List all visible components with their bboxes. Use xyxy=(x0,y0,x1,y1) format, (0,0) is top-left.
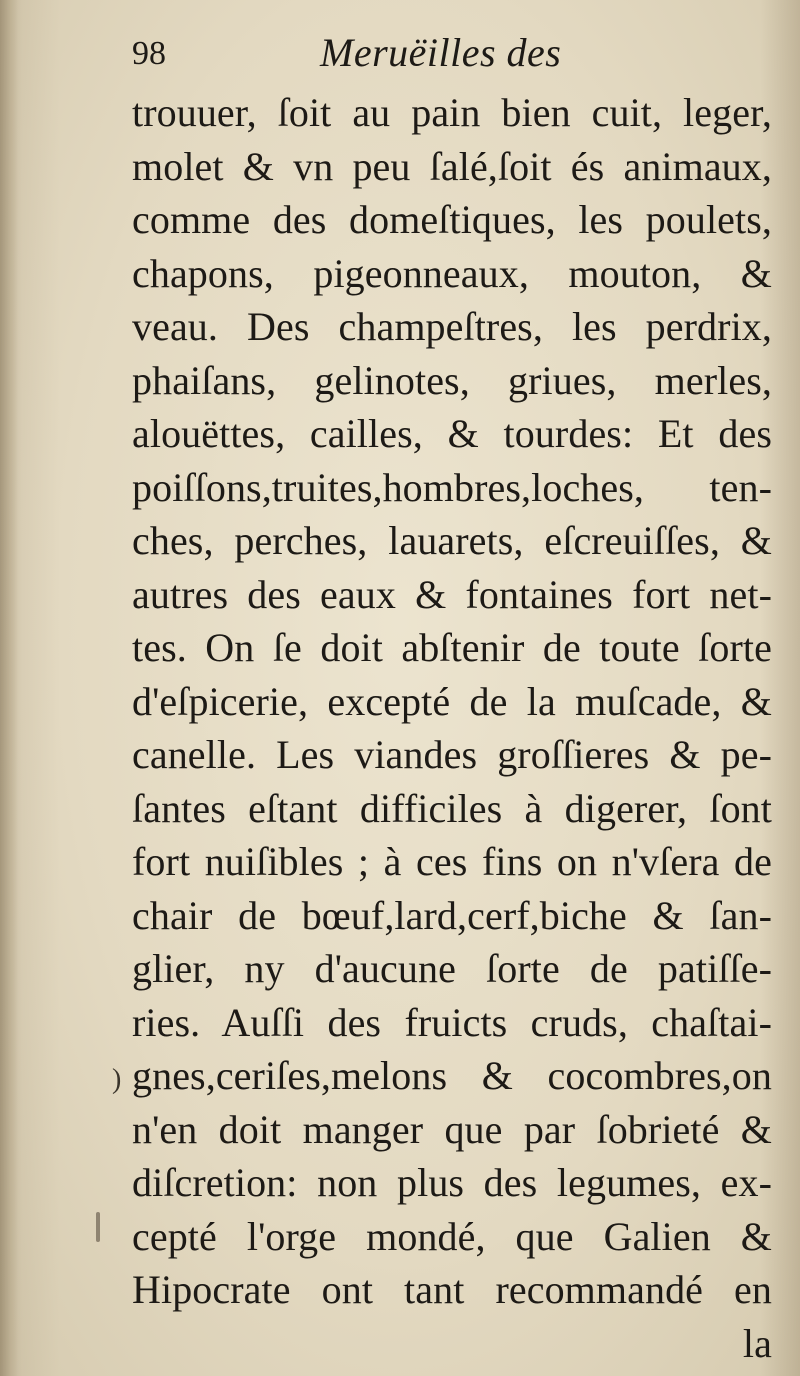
text-line: d'eſpicerie, excepté de la muſcade, & xyxy=(132,678,772,724)
running-head xyxy=(130,30,770,82)
text-line: glier, ny d'aucune ſorte de patiſſe- xyxy=(132,946,772,991)
page-number: 98 xyxy=(132,35,166,72)
text-line: Hipocrate ont tant recommandé en xyxy=(132,1267,772,1312)
text-line: ches, perches, lauarets, eſcreuiſſes, & xyxy=(132,518,772,563)
text-line: fort nuiſibles ; à ces fins on n'vſera de xyxy=(132,839,772,884)
text-line: canelle. Les viandes groſſieres & pe- xyxy=(132,732,772,777)
margin-mark: ) xyxy=(112,1064,122,1095)
text-line: autres des eaux & fontaines fort net- xyxy=(132,571,772,617)
text-line: phaiſans, gelinotes, griues, merles, xyxy=(132,357,772,403)
text-line: tes. On ſe doit abſtenir de toute ſorte xyxy=(132,625,772,670)
text-line: ſantes eſtant difficiles à digerer, ſont xyxy=(132,785,772,831)
text-line: n'en doit manger que par ſobrieté & xyxy=(132,1106,772,1152)
ink-speck xyxy=(96,1212,100,1242)
body-text xyxy=(132,86,772,1370)
text-line: chapons, pigeonneaux, mouton, & xyxy=(132,250,772,296)
text-line: poiſſons,truites,hombres,loches, ten- xyxy=(132,464,772,510)
text-line: alouëttes, cailles, & tourdes: Et des xyxy=(132,411,772,456)
text-line: diſcretion: non plus des legumes, ex- xyxy=(132,1160,772,1205)
text-line: chair de bœuf,lard,cerf,biche & ſan- xyxy=(132,892,772,938)
text-line: gnes,ceriſes,melons & cocombres,on xyxy=(132,1053,772,1098)
text-line: cepté l'orge mondé, que Galien & xyxy=(132,1213,772,1259)
text-line: trouuer, ſoit au pain bien cuit, leger, xyxy=(132,90,772,135)
text-line: veau. Des champeſtres, les perdrix, xyxy=(132,304,772,349)
running-title: Meruëilles des xyxy=(320,30,562,75)
catchword: la xyxy=(742,1320,772,1366)
text-line: molet & vn peu ſalé,ſoit és animaux, xyxy=(132,143,772,189)
page-gutter-shadow xyxy=(0,0,18,1376)
text-line: comme des domeſtiques, les poulets, xyxy=(132,197,772,242)
text-line: ries. Auſſi des fruicts cruds, chaſtai- xyxy=(132,999,772,1045)
